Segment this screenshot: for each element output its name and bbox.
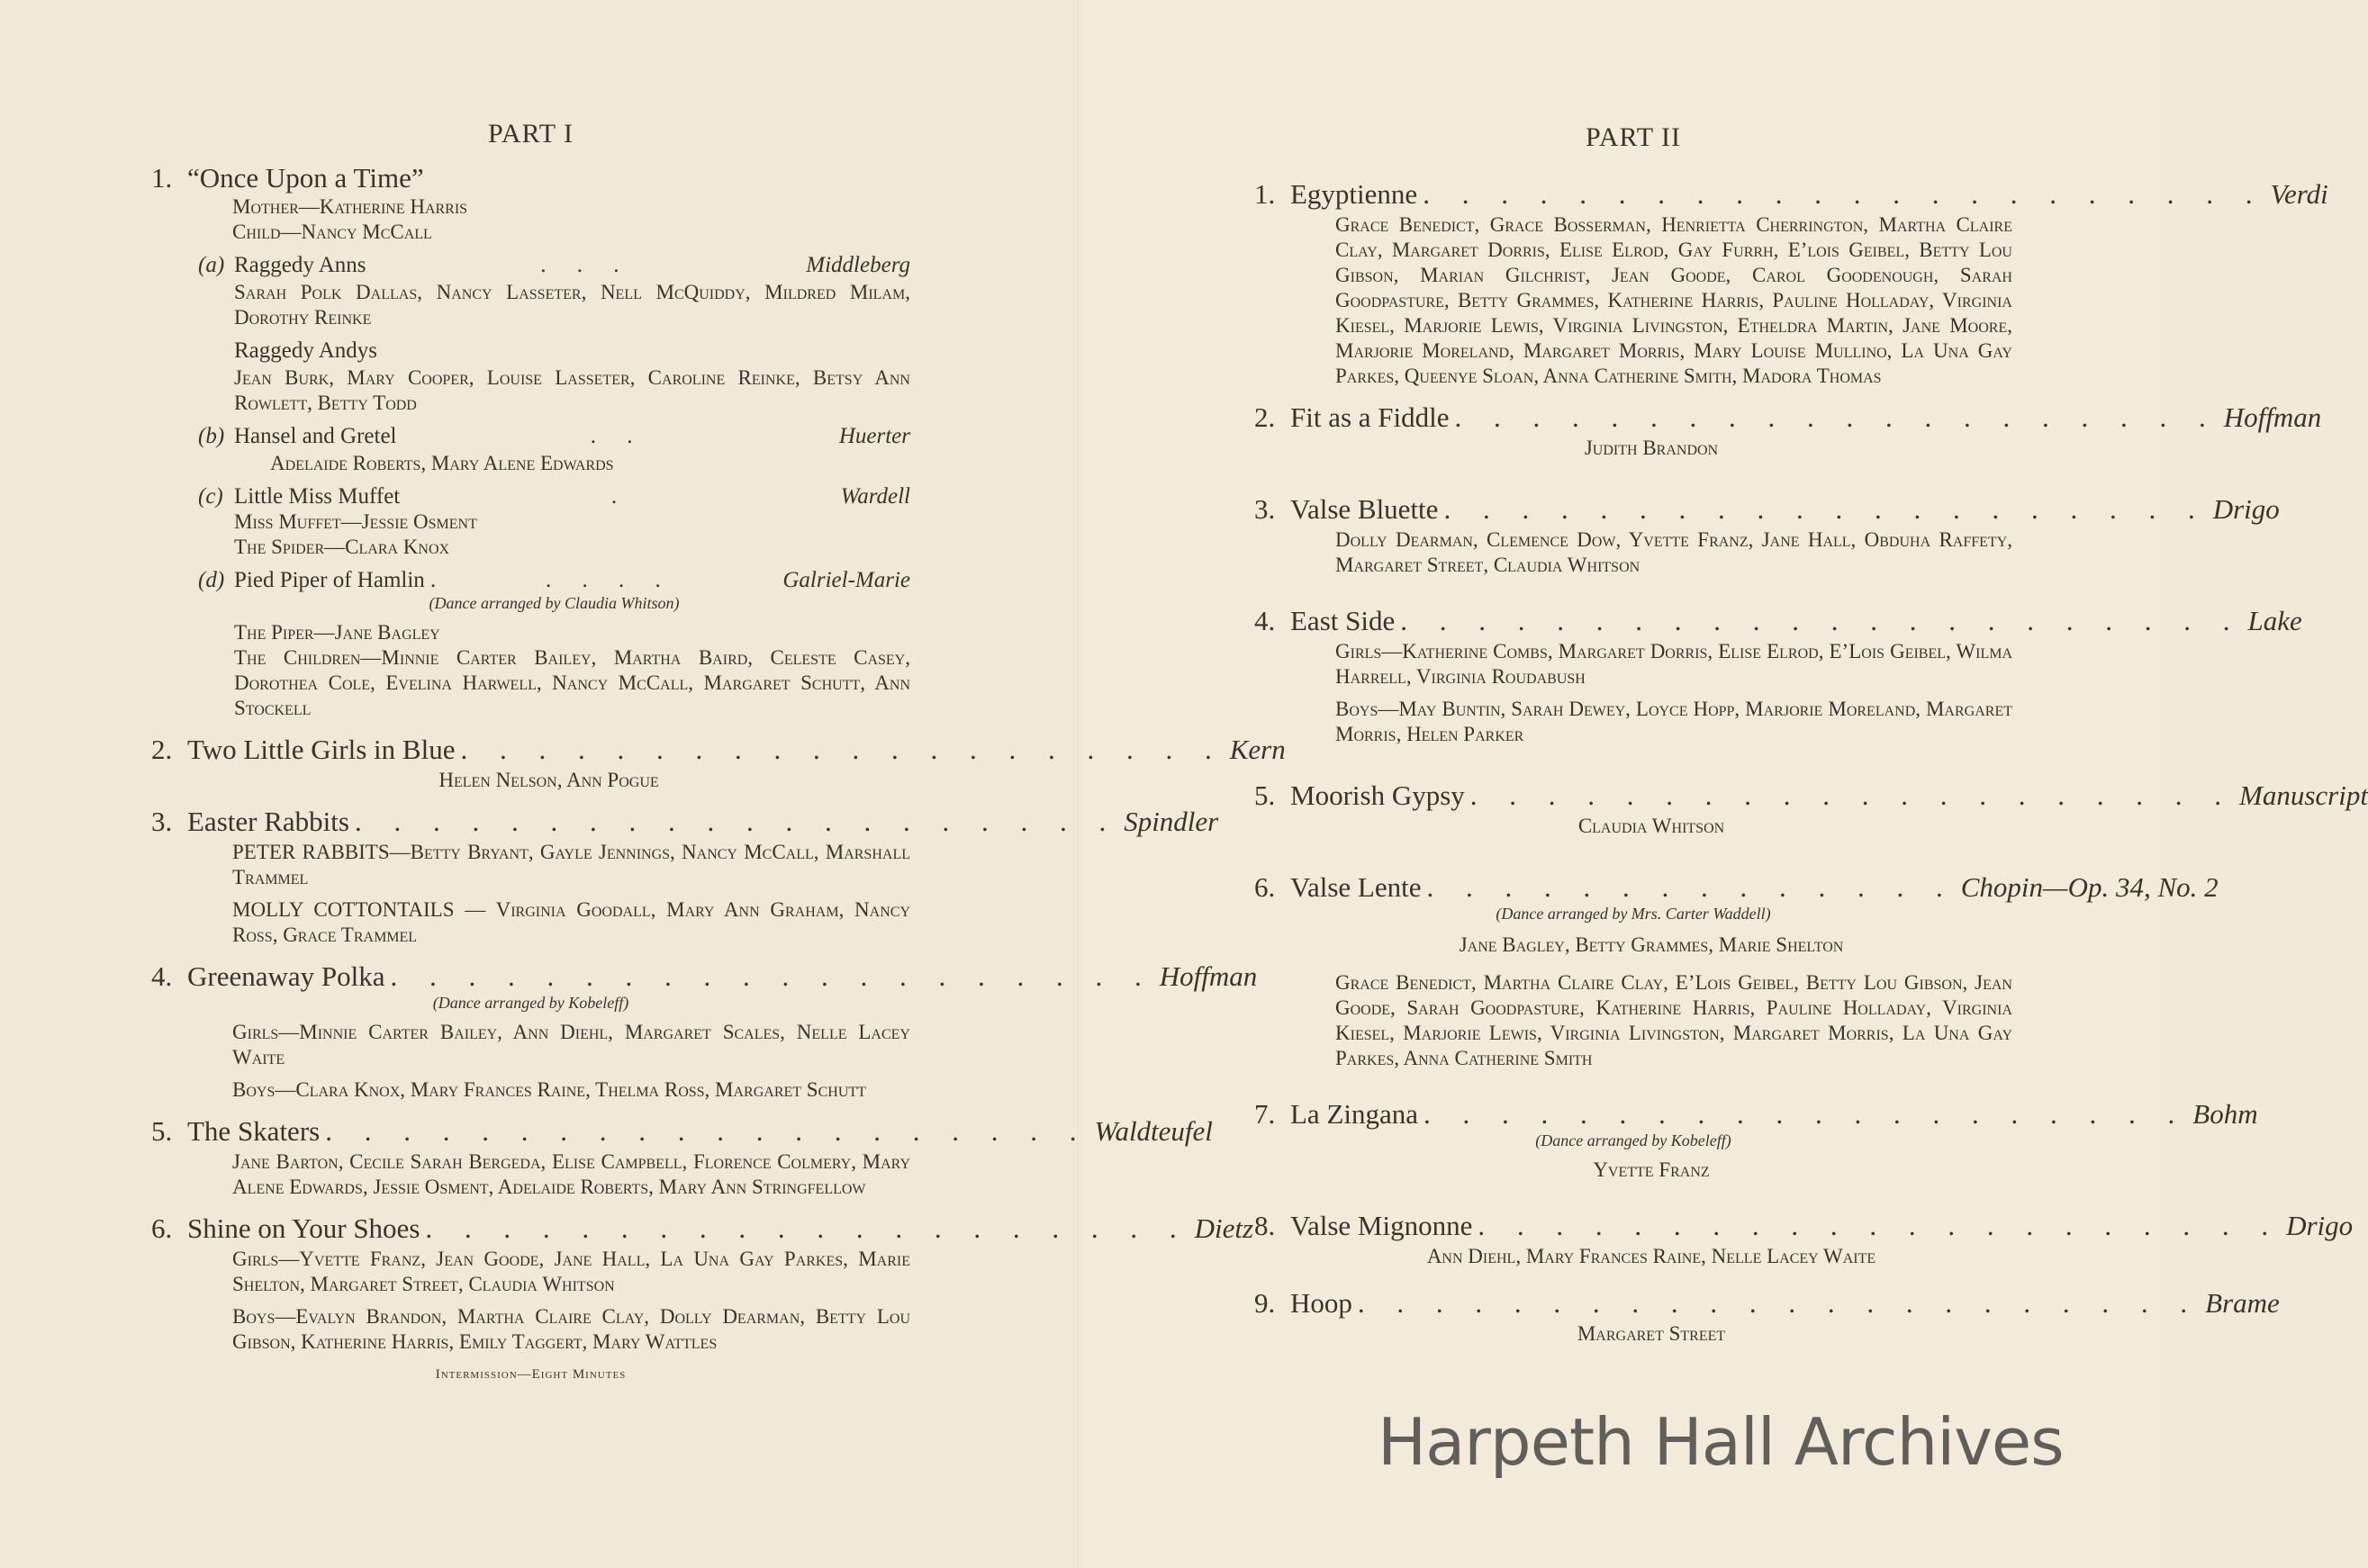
cast-list: Judith Brandon	[1584, 437, 1719, 459]
composer: Drigo	[2212, 493, 2280, 525]
item-title: Hoop	[1290, 1287, 1352, 1319]
sub-title: Hansel and Gretel	[234, 424, 397, 448]
sub-item-b	[198, 423, 910, 476]
cast-line: Mother—Katherine Harris	[232, 195, 468, 218]
program-item-2	[151, 734, 1286, 793]
leader-dots: . . . .	[545, 568, 673, 592]
cast-list: The Children—Minnie Carter Bailey, Martha Baird, Celeste Casey, Dorothea Cole, Evelina Harwell, Nancy McCall, Margaret Schutt, Ann Stockell	[234, 646, 910, 719]
cast-list: Boys—May Buntin, Sarah Dewey, Loyce Hopp, Marjorie Moreland, Margaret Morris, Helen Parker	[1335, 698, 2012, 745]
leader-dots: . . . . . . . . . . . . . .	[1426, 871, 1956, 903]
program-item-6	[151, 1212, 1254, 1355]
cast-list: Ann Diehl, Mary Frances Raine, Nelle Lacey Waite	[1426, 1245, 1876, 1267]
item-number: 3.	[151, 806, 173, 837]
leader-dots: . .	[590, 424, 646, 448]
item-title: The Skaters	[187, 1115, 321, 1147]
item-title: Shine on Your Shoes	[187, 1212, 420, 1244]
leader-dots: . . . . . . . . . . . . . . . . . . . . . .	[1423, 178, 2265, 210]
item-number: 1.	[1254, 178, 1276, 210]
composer: Hoffman	[1159, 960, 1258, 992]
part-one-heading: PART I	[487, 119, 574, 149]
item-title: Valse Bluette	[1290, 493, 1439, 525]
sub-item-d	[198, 567, 910, 721]
leader-dots: . . . . . . . . . . . . . . . . . . . .	[354, 806, 1119, 837]
item-number: 4.	[151, 960, 173, 992]
item-title: Easter Rabbits	[187, 806, 349, 837]
cast-list: Jean Burk, Mary Cooper, Louise Lasseter, Caroline Reinke, Betsy Ann Rowlett, Betty Todd	[234, 366, 910, 414]
item-number: 6.	[151, 1212, 173, 1244]
part-two-heading: PART II	[1585, 122, 1682, 152]
program-item-3	[1254, 493, 2280, 578]
program-item-6	[1254, 871, 2219, 1071]
item-title: La Zingana	[1290, 1098, 1419, 1130]
program-item-4	[1254, 605, 2302, 747]
program-item-1	[1254, 178, 2328, 389]
intermission-note: Intermission—Eight Minutes	[435, 1367, 627, 1382]
composer: Lake	[2247, 605, 2302, 636]
cast-list: Boys—Evalyn Brandon, Martha Claire Clay, Dolly Dearman, Betty Lou Gibson, Katherine Harris, Emily Taggert, Mary Wattles	[232, 1305, 910, 1353]
cast-list: Grace Benedict, Martha Claire Clay, E’Lois Geibel, Betty Lou Gibson, Jean Goode, Sarah Goodpasture, Katherine Harris, Pauline Holladay, Virginia Kiesel, Marjorie Lewis, Virginia Livingston, Margaret Morris, La Una Gay Parkes, Anna Catherine Smith	[1335, 971, 2012, 1069]
sub-title: Raggedy Anns	[234, 253, 366, 277]
sub-item-c	[198, 483, 910, 560]
item-title: Valse Lente	[1290, 871, 1422, 903]
leader-dots: . . . . . . . . . . . . . . . . . . . .	[325, 1115, 1089, 1147]
item-title: Greenaway Polka	[187, 960, 385, 992]
item-number: 7.	[1254, 1098, 1276, 1130]
sub-letter: (a)	[198, 253, 225, 277]
item-number: 1.	[151, 162, 173, 194]
composer: Brame	[2205, 1287, 2280, 1319]
cast-line: The Piper—Jane Bagley	[234, 621, 440, 644]
program-item-7	[1254, 1098, 2258, 1183]
leader-dots: . . .	[540, 253, 632, 277]
item-number: 5.	[1254, 779, 1276, 811]
leader-dots: . . . . . . . . . . . . . . . . . . . .	[1454, 401, 2219, 433]
program-item-2	[1254, 401, 2322, 461]
composer: Chopin—Op. 34, No. 2	[1960, 871, 2219, 903]
item-number: 3.	[1254, 493, 1276, 525]
choreography-note: (Dance arranged by Kobeleff)	[1535, 1131, 1731, 1149]
sub-letter: (c)	[198, 484, 223, 509]
leader-dots: . . . . . . . . . . . . . . . . . . . .	[1443, 493, 2208, 525]
composer: Drigo	[2286, 1210, 2354, 1241]
cast-list: Jane Barton, Cecile Sarah Bergeda, Elise Campbell, Florence Colmery, Mary Alene Edwards, Jessie Osment, Adelaide Roberts, Mary Ann Stringfellow	[232, 1150, 910, 1198]
choreography-note: (Dance arranged by Mrs. Carter Waddell)	[1496, 905, 1771, 923]
item-title: Moorish Gypsy	[1290, 779, 1465, 811]
leader-dots: . . . . . . . . . . . . . . . . . . . . . .	[1400, 605, 2243, 636]
program-item-9	[1254, 1287, 2280, 1347]
composer: Spindler	[1124, 806, 1219, 837]
leader-dots: . . . . . . . . . . . . . . . . . . . .	[425, 1212, 1189, 1244]
sub-title: Little Miss Muffet	[234, 484, 401, 509]
composer: Waldteufel	[1094, 1115, 1213, 1147]
item-number: 6.	[1254, 871, 1276, 903]
composer: Hoffman	[2223, 401, 2322, 433]
leader-dots: . . . . . . . . . . . . . . . . . . . . . .	[1357, 1287, 2201, 1319]
sub-title: Raggedy Andys	[234, 338, 378, 363]
part-one-column	[151, 119, 1286, 1383]
choreography-note: (Dance arranged by Claudia Whitson)	[429, 594, 680, 612]
cast-list: Dolly Dearman, Clemence Dow, Yvette Franz, Jane Hall, Obduha Raffety, Margaret Street, Claudia Whitson	[1335, 528, 2012, 576]
leader-dots: .	[610, 484, 630, 509]
composer: Middleberg	[806, 253, 910, 277]
cast-line: Child—Nancy McCall	[232, 221, 432, 243]
cast-list: PETER RABBITS—Betty Bryant, Gayle Jennings, Nancy McCall, Marshall Trammel	[232, 841, 910, 888]
item-number: 5.	[151, 1115, 173, 1147]
composer: Verdi	[2270, 178, 2328, 210]
leader-dots: . . . . . . . . . . . . . . . . . . . .	[460, 734, 1225, 765]
program-item-3	[151, 806, 1219, 948]
item-number: 9.	[1254, 1287, 1276, 1319]
program-item-8	[1254, 1210, 2354, 1269]
sub-title: Pied Piper of Hamlin .	[234, 568, 437, 592]
composer: Wardell	[840, 484, 910, 509]
composer: Dietz	[1194, 1212, 1254, 1244]
cast-list: Adelaide Roberts, Mary Alene Edwards	[270, 452, 614, 474]
item-title: Egyptienne	[1290, 178, 1418, 210]
cast-list: Grace Benedict, Grace Bosserman, Henrietta Cherrington, Martha Claire Clay, Margaret Dorris, Elise Elrod, Gay Furrh, E’lois Geibel, Betty Lou Gibson, Marian Gilchrist, Jean Goode, Carol Goodenough, Sarah Goodpasture, Betty Grammes, Katherine Harris, Pauline Holladay, Virginia Kiesel, Marjorie Lewis, Virginia Livingston, Etheldra Martin, Jane Moore, Marjorie Moreland, Margaret Morris, Mary Louise Mullino, La Una Gay Parkes, Queenye Sloan, Anna Catherine Smith, Madora Thomas	[1335, 213, 2012, 387]
cast-list: Jane Bagley, Betty Grammes, Marie Shelton	[1459, 933, 1844, 956]
cast-list: Girls—Yvette Franz, Jean Goode, Jane Hall, La Una Gay Parkes, Marie Shelton, Margaret Street, Claudia Whitson	[232, 1248, 910, 1295]
item-number: 4.	[1254, 605, 1276, 636]
composer: Huerter	[838, 424, 910, 448]
leader-dots: . . . . . . . . . . . . . . . . . . . .	[390, 960, 1154, 992]
cast-line: The Spider—Clara Knox	[234, 536, 450, 558]
sub-item-a	[198, 252, 910, 416]
archive-watermark: Harpeth Hall Archives	[1378, 1404, 2064, 1480]
item-number: 2.	[1254, 401, 1276, 433]
sub-letter: (d)	[198, 568, 225, 592]
program-item-1	[151, 162, 910, 721]
cast-list: Margaret Street	[1577, 1322, 1726, 1345]
leader-dots: . . . . . . . . . . . . . . . . . . . .	[1424, 1098, 2188, 1130]
part-two-column	[1254, 122, 2368, 1359]
cast-list: MOLLY COTTONTAILS — Virginia Goodall, Mary Ann Graham, Nancy Ross, Grace Trammel	[232, 898, 910, 946]
item-number: 8.	[1254, 1210, 1276, 1241]
composer: Bohm	[2192, 1098, 2258, 1130]
cast-line: Miss Muffet—Jessie Osment	[234, 510, 477, 533]
program-item-4	[151, 960, 1258, 1103]
item-title: Fit as a Fiddle	[1290, 401, 1450, 433]
choreography-note: (Dance arranged by Kobeleff)	[432, 994, 629, 1012]
cast-list: Girls—Minnie Carter Bailey, Ann Diehl, Margaret Scales, Nelle Lacey Waite	[232, 1021, 910, 1068]
composer: Galriel-Marie	[782, 568, 910, 592]
cast-list: Claudia Whitson	[1577, 815, 1725, 837]
sub-letter: (b)	[198, 424, 225, 448]
cast-list: Sarah Polk Dallas, Nancy Lasseter, Nell McQuiddy, Mildred Milam, Dorothy Reinke	[234, 281, 910, 329]
item-title: Two Little Girls in Blue	[187, 734, 456, 765]
cast-list: Helen Nelson, Ann Pogue	[438, 769, 659, 791]
item-title: East Side	[1290, 605, 1396, 636]
program-item-5	[151, 1115, 1213, 1200]
program-item-5	[1254, 779, 2368, 839]
composer: Manuscript	[2239, 779, 2368, 811]
cast-list: Boys—Clara Knox, Mary Frances Raine, Thelma Ross, Margaret Schutt	[232, 1078, 866, 1101]
page-fold	[1078, 0, 1081, 1568]
item-number: 2.	[151, 734, 173, 765]
item-title: Valse Mignonne	[1290, 1210, 1473, 1241]
item-title: “Once Upon a Time”	[187, 162, 424, 194]
cast-list: Girls—Katherine Combs, Margaret Dorris, Elise Elrod, E’Lois Geibel, Wilma Harrell, Virginia Roudabush	[1335, 640, 2012, 688]
leader-dots: . . . . . . . . . . . . . . . . . . . .	[1469, 779, 2235, 811]
leader-dots: . . . . . . . . . . . . . . . . . . . . .	[1478, 1210, 2282, 1241]
cast-list: Yvette Franz	[1593, 1158, 1710, 1181]
composer: Kern	[1229, 734, 1286, 765]
